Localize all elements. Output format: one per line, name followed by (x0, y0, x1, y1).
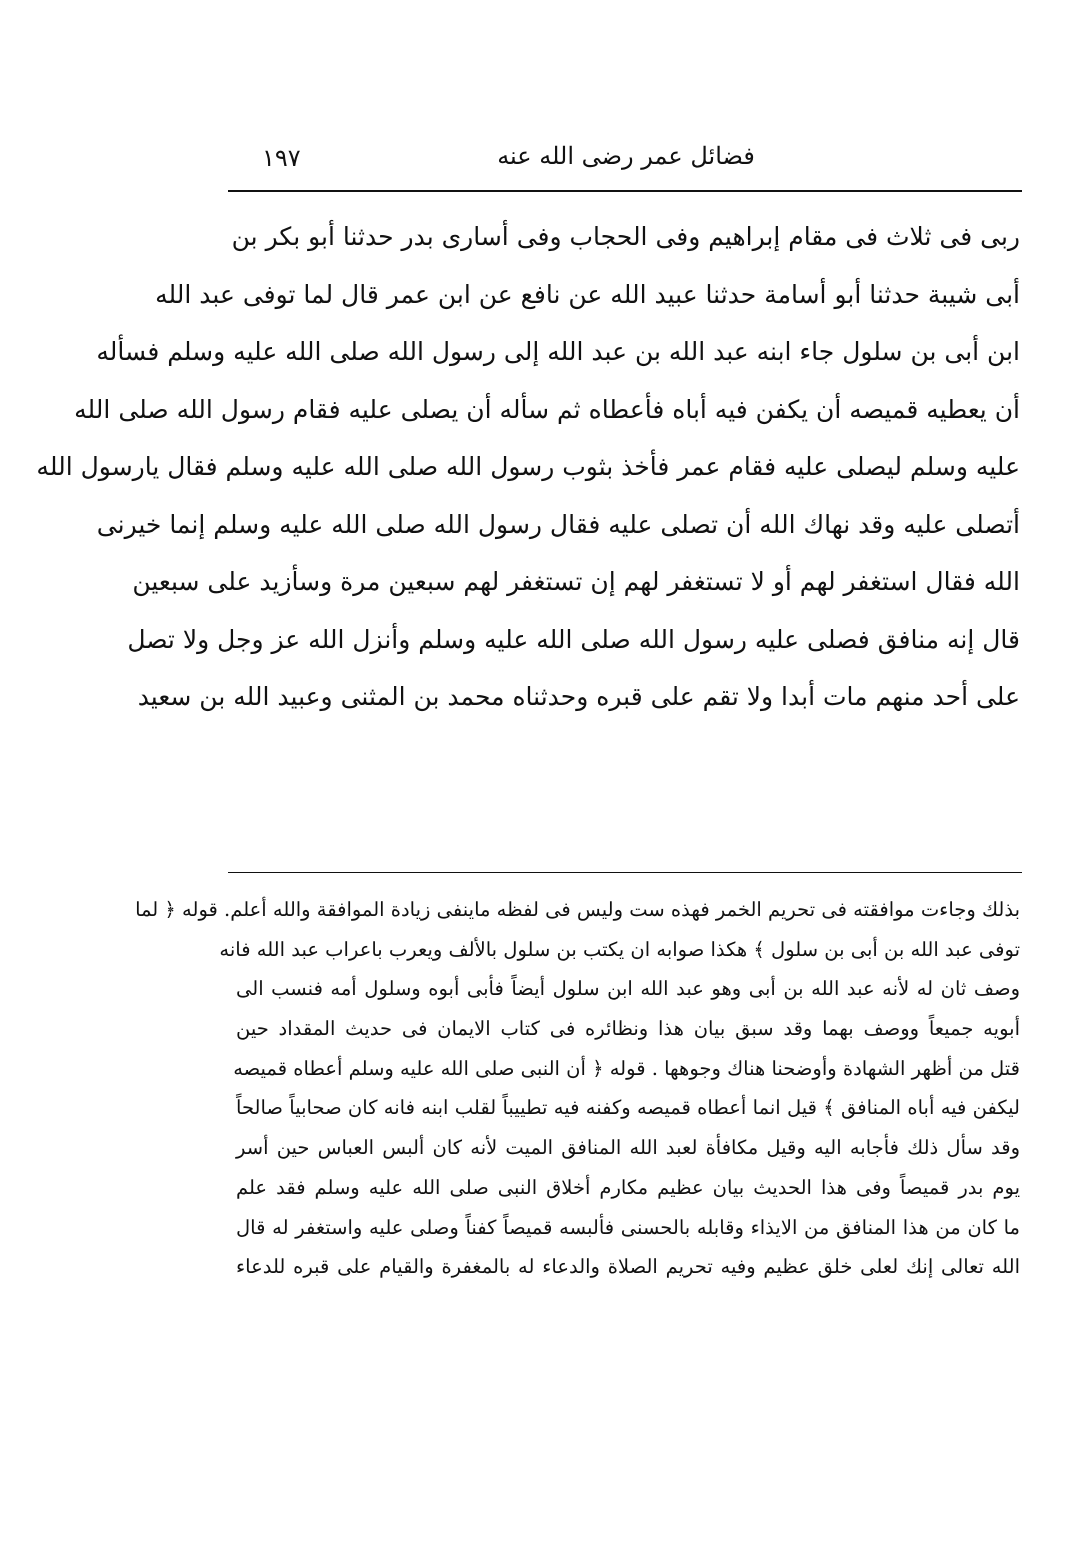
commentary-line: قتل من أظهر الشهادة وأوضحنا هناك وجوهها . قوله ﴿ أن النبى صلى الله عليه وسلم أعطاه قميصه (233, 1056, 1020, 1080)
text-line: الله فقال استغفر لهم أو لا تستغفر لهم إن تستغفر لهم سبعين مرة وسأزيد على سبعين (132, 567, 1020, 596)
text-line: على أحد منهم مات أبدا ولا تقم على قبره وحدثناه محمد بن المثنى وعبيد الله بن سعيد (137, 682, 1020, 711)
text-line: قال إنه منافق فصلى عليه رسول الله صلى الله عليه وسلم وأنزل الله عز وجل ولا تصل (127, 624, 1020, 654)
commentary-line: وصف ثان له لأنه عبد الله بن أبى وهو عبد الله ابن سلول أيضاً فأبى أبوه وسلول أمه فنسب الى (236, 977, 1020, 1001)
page-number: ١٩٧ (262, 144, 301, 172)
header-rule (228, 190, 1022, 192)
text-line: أبى شيبة حدثنا أبو أسامة حدثنا عبيد الله عن نافع عن ابن عمر قال لما توفى عبد الله (155, 279, 1020, 309)
hadith-text (36, 208, 1020, 726)
text-line: أتصلى عليه وقد نهاك الله أن تصلى عليه فقال رسول الله صلى الله عليه وسلم إنما خيرنى (96, 509, 1020, 539)
text-line: عليه وسلم ليصلى عليه فقام عمر فأخذ بثوب رسول الله صلى الله عليه وسلم فقال يارسول الله (36, 452, 1020, 481)
commentary-line: ما كان من هذا المنافق من الايذاء وقابله بالحسنى فألبسه قميصاً كفناً وصلى عليه واستغفر له قال (236, 1215, 1020, 1239)
commentary-line: يوم بدر قميصاً وفى هذا الحديث بيان عظيم مكارم أخلاق النبى صلى الله عليه وسلم فقد علم (236, 1175, 1020, 1199)
commentary-line: بذلك وجاءت موافقته فى تحريم الخمر فهذه ست وليس فى لفظه ماينفى زيادة الموافقة والله أعلم. قوله ﴿ لما (135, 898, 1020, 921)
commentary-line: ليكفن فيه أباه المنافق ﴾ قيل انما أعطاه قميصه وكفنه فيه تطييباً لقلب ابنه فانه كان صحابياً صالحاً (236, 1096, 1020, 1120)
running-title: فضائل عمر رضى الله عنه (497, 142, 755, 170)
footnote-rule (228, 872, 1022, 873)
commentary-text (135, 890, 1020, 1287)
commentary-line: أبويه جميعاً ووصف بهما وقد سبق بيان هذا ونظائره فى كتاب الايمان فى حديث المقداد حين (236, 1017, 1020, 1041)
commentary-line: الله تعالى إنك لعلى خلق عظيم وفيه تحريم الصلاة والدعاء له بالمغفرة والقيام على قبره للدعاء (236, 1255, 1020, 1279)
commentary-line: توفى عبد الله بن أبى بن سلول ﴾ هكذا صوابه ان يكتب بن سلول بالألف ويعرب باعراب عبد الله فانه (219, 937, 1020, 961)
page-header (232, 140, 1020, 180)
commentary-line: وقد سأل ذلك فأجابه اليه وقيل مكافأة لعبد الله المنافق الميت لأنه كان ألبس العباس حين أسر (236, 1136, 1020, 1160)
text-line: ربى فى ثلاث فى مقام إبراهيم وفى الحجاب وفى أسارى بدر حدثنا أبو بكر بن (231, 222, 1020, 251)
text-line: ابن أبى بن سلول جاء ابنه عبد الله بن عبد الله إلى رسول الله صلى الله عليه وسلم فسأله (96, 337, 1020, 366)
text-line: أن يعطيه قميصه أن يكفن فيه أباه فأعطاه ثم سأله أن يصلى عليه فقام رسول الله صلى الله (74, 394, 1020, 424)
